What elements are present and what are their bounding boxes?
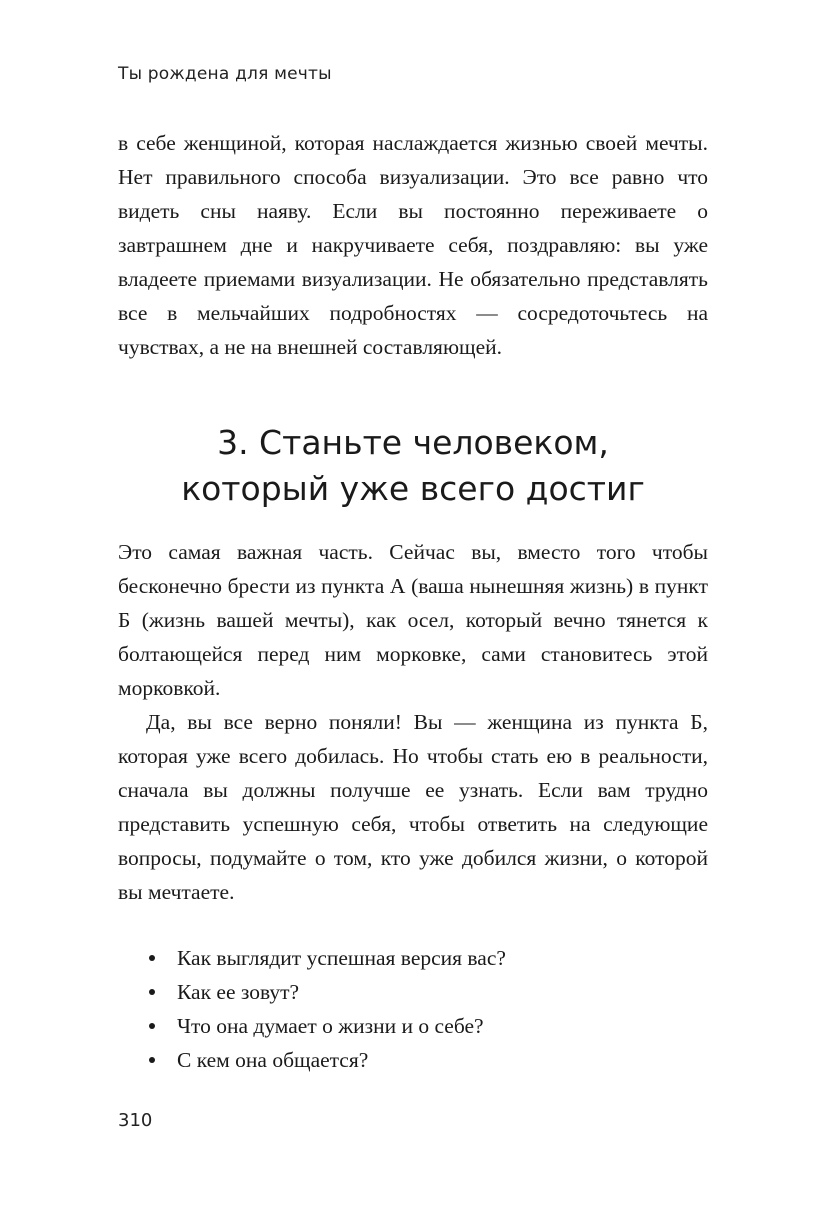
list-item-text: Как ее зовут? xyxy=(177,980,300,1004)
bullet-icon xyxy=(149,989,155,995)
running-head: Ты рождена для мечты xyxy=(118,64,332,84)
question-list xyxy=(118,941,708,1077)
section-heading-line: который уже всего достиг xyxy=(181,469,645,508)
bullet-icon xyxy=(149,955,155,961)
list-item-text: С кем она общается? xyxy=(177,1048,369,1072)
list-item xyxy=(118,1043,708,1077)
list-item xyxy=(118,975,708,1009)
body-paragraph: Это самая важная часть. Сейчас вы, вместо того чтобы бесконечно брести из пункта А (ваша нынешняя жизнь) в пункт Б (жизнь вашей мечты), как осел, который вечно тянется к болтающейся перед ним морковке, сами становитесь этой морковкой. xyxy=(118,540,708,700)
bullet-icon xyxy=(149,1057,155,1063)
section-heading xyxy=(118,420,708,512)
section-heading-line: 3. Станьте человеком, xyxy=(217,423,609,462)
list-item-text: Что она думает о жизни и о себе? xyxy=(177,1014,484,1038)
body-paragraph: в себе женщиной, которая наслаждается жизнью своей мечты. Нет правильного способа визуализации. Это все равно что видеть сны наяву. Если вы постоянно переживаете о завтрашнем дне и накручиваете себя, поздравляю: вы уже владеете приемами визуализации. Не обязательно представлять все в мельчайших подробностях — сосредоточьтесь на чувствах, а не на внешней составляющей. xyxy=(118,131,708,359)
list-item-text: Как выглядит успешная версия вас? xyxy=(177,946,506,970)
body-paragraph: Да, вы все верно поняли! Вы — женщина из пункта Б, которая уже всего добилась. Но чтобы стать ею в реальности, сначала вы должны получше ее узнать. Если вам трудно представить успешную себя, чтобы ответить на следующие вопросы, подумайте о том, кто уже добился жизни, о которой вы мечтаете. xyxy=(118,710,708,904)
page-number: 310 xyxy=(118,1110,153,1131)
list-item xyxy=(118,1009,708,1043)
list-item xyxy=(118,941,708,975)
bullet-icon xyxy=(149,1023,155,1029)
